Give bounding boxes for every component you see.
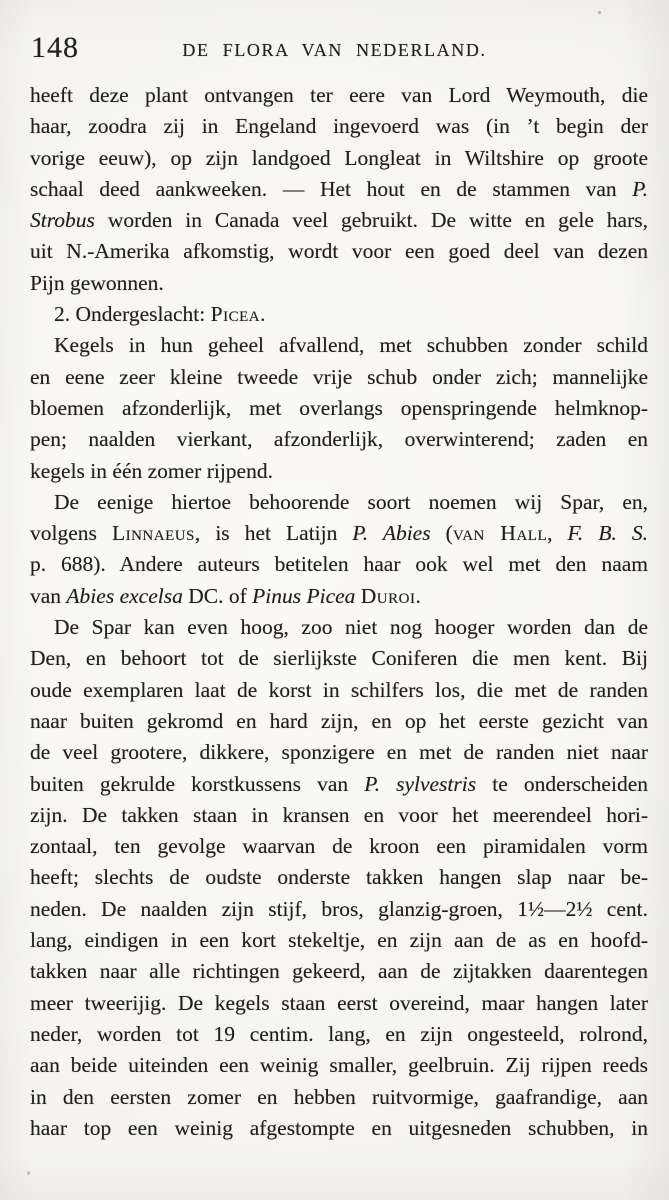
text-run: Den, en behoort tot de sierlijkste Coniferen die men kent. Bij xyxy=(30,646,648,671)
text-run: zontaal, ten gevolge waarvan de kroon een piramidalen vorm xyxy=(30,834,648,859)
text-run: p. 688). Andere auteurs betitelen haar ook wel met den naam xyxy=(30,552,648,577)
text-run: Linnaeus xyxy=(111,521,195,546)
text-line xyxy=(30,988,648,1019)
text-run: heeft deze plant ontvangen ter eere van Lord Weymouth, die xyxy=(30,83,648,107)
text-run: Duroi xyxy=(360,583,416,608)
text-run: Strobus xyxy=(30,208,95,233)
text-line xyxy=(30,1082,648,1113)
text-line xyxy=(30,393,648,424)
text-run: van xyxy=(30,583,67,608)
running-title: DE FLORA VAN NEDERLAND. xyxy=(182,40,487,60)
text-run: Picea xyxy=(210,302,261,327)
text-run: Abies excelsa xyxy=(66,583,183,608)
text-run: uit N.-Amerika afkomstig, wordt voor een goed deel van dezen xyxy=(30,239,648,264)
text-run: en eene zeer kleine tweede vrije schub onder zich; mannelijke xyxy=(30,364,648,389)
text-run: . xyxy=(415,583,421,608)
text-line xyxy=(30,894,648,925)
text-run: P. xyxy=(632,176,648,201)
scan-speck xyxy=(598,11,601,14)
text-line xyxy=(30,456,648,487)
text-run: F. B. S. xyxy=(567,521,648,546)
text-run: P. sylvestris xyxy=(364,771,477,796)
text-line xyxy=(30,925,648,956)
text-run: kegels in één zomer rijpend. xyxy=(30,458,273,483)
scan-speck xyxy=(27,1171,30,1175)
text-run: heeft; slechts de oudste onderste takken hangen slap naar be- xyxy=(30,865,648,890)
text-line xyxy=(30,549,648,580)
text-run: meer tweerijig. De kegels staan eerst overeind, maar hangen later xyxy=(30,990,648,1015)
text-run: ( xyxy=(430,521,453,546)
text-line xyxy=(30,800,648,831)
running-header xyxy=(0,31,669,68)
text-block xyxy=(30,80,648,1144)
text-line xyxy=(30,831,648,862)
text-line xyxy=(30,862,648,893)
text-run: , is het Latijn xyxy=(194,521,353,546)
text-run: oude exemplaren laat de korst in schilfers los, die met de randen xyxy=(30,677,648,702)
text-run: P. Abies xyxy=(352,521,431,546)
text-run: schaal deed aankweeken. — Het hout en de stammen van xyxy=(30,176,633,201)
text-run: De Spar kan even hoog, zoo niet nog hooger worden dan de xyxy=(54,615,648,640)
text-line xyxy=(30,675,648,706)
text-run: vorige eeuw), op zijn landgoed Longleat in Wiltshire op groote xyxy=(30,145,648,170)
text-line xyxy=(30,111,648,142)
text-run: 2. Ondergeslacht: xyxy=(54,302,211,327)
paragraph xyxy=(30,80,648,299)
text-run: Kegels in hun geheel afvallend, met schubben zonder schild xyxy=(54,333,648,358)
text-line xyxy=(30,174,648,205)
text-line xyxy=(30,1050,648,1081)
text-run: neden. De naalden zijn stijf, bros, glanzig-groen, 1½—2½ cent. xyxy=(30,896,648,921)
text-line xyxy=(30,706,648,737)
text-run: takken naar alle richtingen gekeerd, aan de zijtakken daarentegen xyxy=(30,959,648,984)
text-run: zijn. De takken staan in kransen en voor het meerendeel hori- xyxy=(30,802,648,827)
text-line xyxy=(30,424,648,455)
text-run: Pijn gewonnen. xyxy=(30,270,164,295)
text-line xyxy=(30,1113,648,1144)
text-line xyxy=(30,299,648,330)
page-number: 148 xyxy=(31,31,79,64)
text-run: De eenige hiertoe behoorende soort noemen wij Spar, en, xyxy=(54,489,648,514)
paragraph xyxy=(30,612,648,1144)
text-run: lang, eindigen in een kort stekeltje, en zijn aan de as en hoofd- xyxy=(30,928,648,953)
text-run: neder, worden tot 19 centim. lang, en zijn ongesteeld, rolrond, xyxy=(30,1021,648,1046)
paragraph xyxy=(30,487,648,612)
text-run: volgens xyxy=(30,521,112,546)
text-run: haar, zoodra zij in Engeland ingevoerd was (in ’t begin der xyxy=(30,114,648,139)
text-line xyxy=(30,956,648,987)
text-line xyxy=(30,612,648,643)
text-run: , xyxy=(547,521,568,546)
text-line xyxy=(30,205,648,236)
text-run: worden in Canada veel gebruikt. De witte en gele hars, xyxy=(94,208,648,233)
text-run: DC. of xyxy=(182,583,253,608)
text-run: bloemen afzonderlijk, met overlangs openspringende helmknop- xyxy=(30,395,648,420)
text-line xyxy=(30,268,648,299)
text-run: buiten gekrulde korstkussens van xyxy=(30,771,365,796)
text-line xyxy=(30,769,648,800)
text-line xyxy=(30,737,648,768)
paragraph xyxy=(30,330,648,486)
text-line xyxy=(30,1019,648,1050)
text-line xyxy=(30,330,648,361)
text-run: pen; naalden vierkant, afzonderlijk, overwinterend; zaden en xyxy=(30,427,648,452)
text-run: Pinus Picea xyxy=(252,583,356,608)
paragraph xyxy=(30,299,648,330)
text-line xyxy=(30,581,648,612)
text-run: van Hall xyxy=(452,521,548,546)
text-line xyxy=(30,80,648,111)
text-line xyxy=(30,362,648,393)
text-run: in den eersten zomer en hebben ruitvormige, gaafrandige, aan xyxy=(30,1084,648,1109)
text-line xyxy=(30,236,648,267)
text-line xyxy=(30,487,648,518)
text-run: haar top een weinig afgestompte en uitgesneden schubben, in xyxy=(30,1115,648,1140)
text-line xyxy=(30,643,648,674)
text-run: de veel grootere, dikkere, sponzigere en met de randen niet naar xyxy=(30,740,648,765)
text-run: naar buiten gekromd en hard zijn, en op het eerste gezicht van xyxy=(30,708,648,733)
text-run: te onderscheiden xyxy=(476,771,648,796)
text-run: . xyxy=(260,302,266,327)
text-line xyxy=(30,518,648,549)
text-line xyxy=(30,143,648,174)
text-run: aan beide uiteinden een weinig smaller, geelbruin. Zij rijpen reeds xyxy=(30,1053,648,1078)
